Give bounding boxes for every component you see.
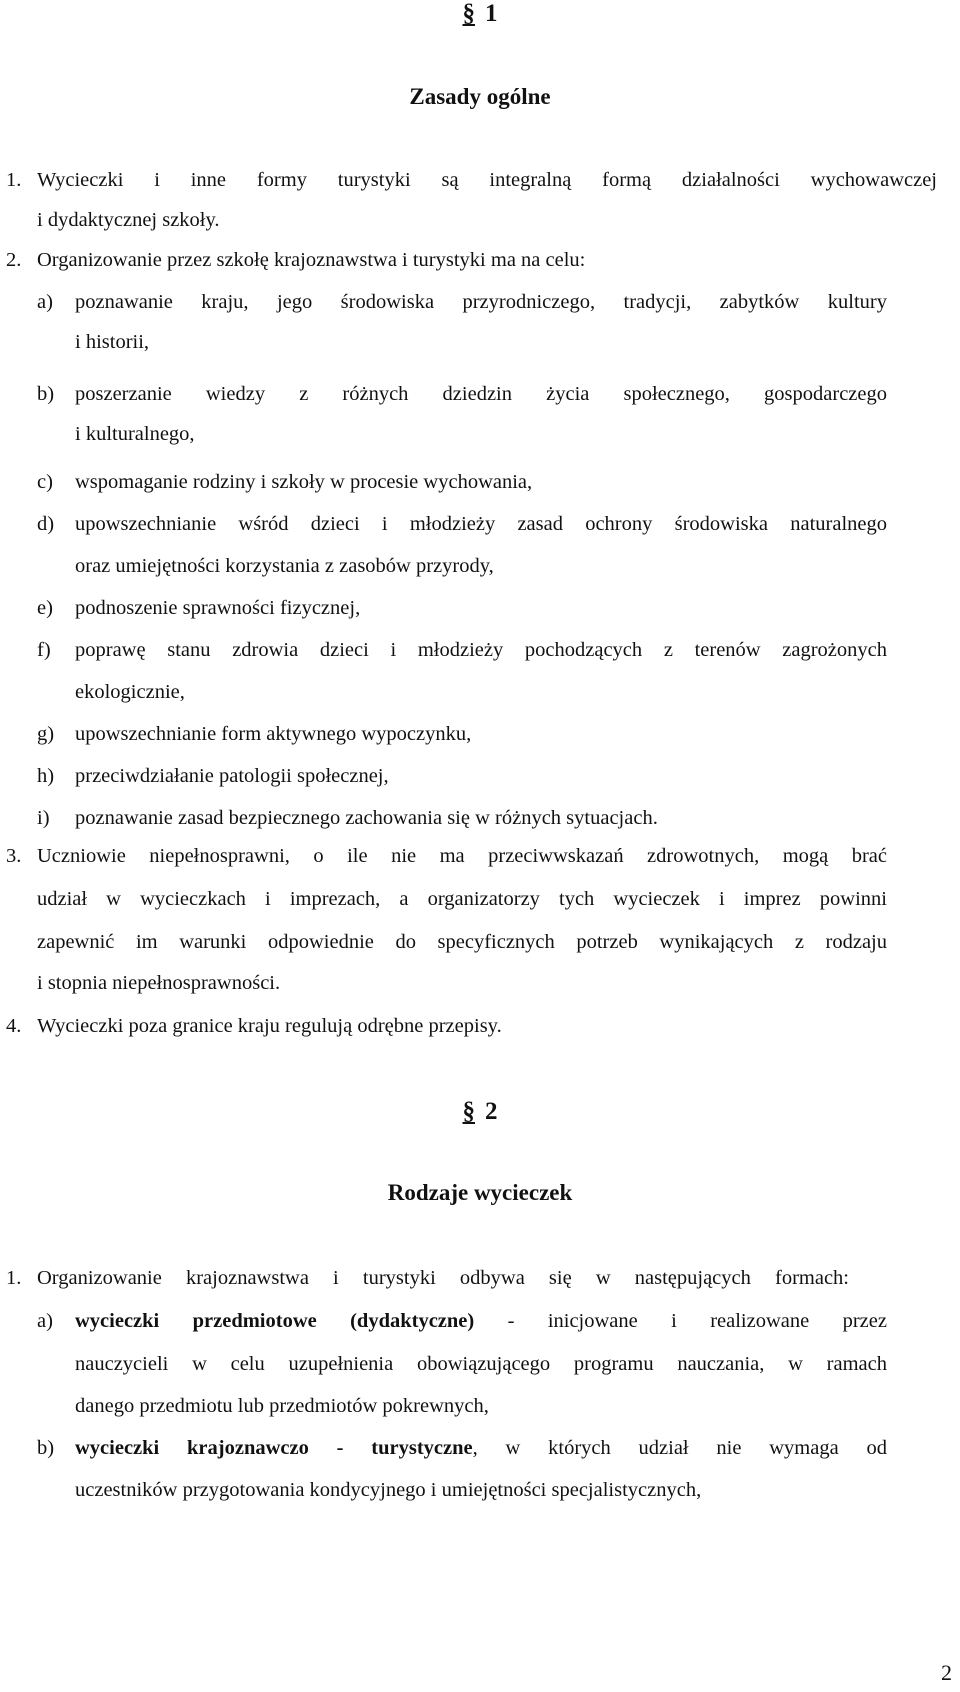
point-3-line: i stopnia niepełnosprawności.	[37, 972, 281, 994]
section-number-2: § 2	[462, 1098, 498, 1125]
subitem-letter: d)	[37, 513, 55, 535]
page-number: 2	[941, 1660, 952, 1685]
subitem-line: nauczycieli w celu uzupełnienia obowiązującego programu nauczania, w ramach	[75, 1353, 887, 1375]
point-number: 4.	[6, 1015, 22, 1037]
subitem-letter: a)	[37, 1310, 53, 1332]
subitem-line: poprawę stanu zdrowia dzieci i młodzieży pochodzących z terenów zagrożonych	[75, 639, 887, 661]
section-symbol: §	[462, 0, 475, 27]
point-3-line: udział w wycieczkach i imprezach, a organizatorzy tych wycieczek i imprez powinni	[37, 888, 887, 910]
subitem-line: wspomaganie rodziny i szkoły w procesie wychowania,	[75, 471, 533, 493]
subitem-line: poznawanie kraju, jego środowiska przyrodniczego, tradycji, zabytków kultury	[75, 291, 887, 313]
point-1-line: i dydaktycznej szkoły.	[37, 209, 220, 231]
subitem-letter: b)	[37, 383, 55, 405]
subitem-letter: c)	[37, 471, 53, 493]
subitem-line: upowszechnianie form aktywnego wypoczynku,	[75, 723, 472, 745]
subitem-letter: b)	[37, 1437, 55, 1459]
subitem-first-line: wycieczki krajoznawczo - turystyczne, w których udział nie wymaga od	[75, 1437, 887, 1459]
subitem-letter: f)	[37, 639, 51, 661]
section-title-2: Rodzaje wycieczek	[387, 1180, 573, 1205]
point-number: 2.	[6, 249, 22, 271]
subitem-letter: a)	[37, 291, 53, 313]
subitem-line: uczestników przygotowania kondycyjnego i umiejętności specjalistycznych,	[75, 1479, 702, 1501]
subitem-first-line: wycieczki przedmiotowe (dydaktyczne) - inicjowane i realizowane przez	[75, 1310, 887, 1332]
point-number: 1.	[6, 169, 22, 191]
subitem-letter: i)	[37, 807, 50, 829]
subitem-term: wycieczki krajoznawczo - turystyczne	[75, 1437, 473, 1459]
section-symbol: §	[462, 1098, 475, 1125]
point-1-line: Organizowanie krajoznawstwa i turystyki odbywa się w następujących formach:	[37, 1267, 849, 1289]
point-number: 3.	[6, 845, 22, 867]
point-1-line: Wycieczki i inne formy turystyki są integralną formą działalności wychowawczej	[37, 169, 937, 191]
point-number: 1.	[6, 1267, 22, 1289]
subitem-line: ekologicznie,	[75, 681, 185, 703]
subitem-letter: g)	[37, 723, 55, 745]
subitem-line: oraz umiejętności korzystania z zasobów przyrody,	[75, 555, 494, 577]
point-2-line: Organizowanie przez szkołę krajoznawstwa i turystyki ma na celu:	[37, 249, 586, 271]
point-4-line: Wycieczki poza granice kraju regulują odrębne przepisy.	[37, 1015, 502, 1037]
subitem-line: przeciwdziałanie patologii społecznej,	[75, 765, 389, 787]
subitem-line: danego przedmiotu lub przedmiotów pokrewnych,	[75, 1395, 489, 1417]
point-3-line: Uczniowie niepełnosprawni, o ile nie ma przeciwwskazań zdrowotnych, mogą brać	[37, 845, 887, 867]
section-title-1: Zasady ogólne	[409, 84, 551, 109]
subitem-letter: e)	[37, 597, 53, 619]
subitem-line: poszerzanie wiedzy z różnych dziedzin życia społecznego, gospodarczego	[75, 383, 887, 405]
subitem-line: podnoszenie sprawności fizycznej,	[75, 597, 361, 619]
subitem-letter: h)	[37, 765, 55, 787]
subitem-line: upowszechnianie wśród dzieci i młodzieży zasad ochrony środowiska naturalnego	[75, 513, 887, 535]
section-number-1: § 1	[462, 0, 498, 27]
subitem-term: wycieczki przedmiotowe (dydaktyczne)	[75, 1310, 475, 1332]
point-3-line: zapewnić im warunki odpowiednie do specyficznych potrzeb wynikających z rodzaju	[37, 931, 887, 953]
subitem-line: i historii,	[75, 331, 150, 353]
subitem-line: i kulturalnego,	[75, 423, 195, 445]
subitem-line: poznawanie zasad bezpiecznego zachowania się w różnych sytuacjach.	[75, 807, 658, 829]
